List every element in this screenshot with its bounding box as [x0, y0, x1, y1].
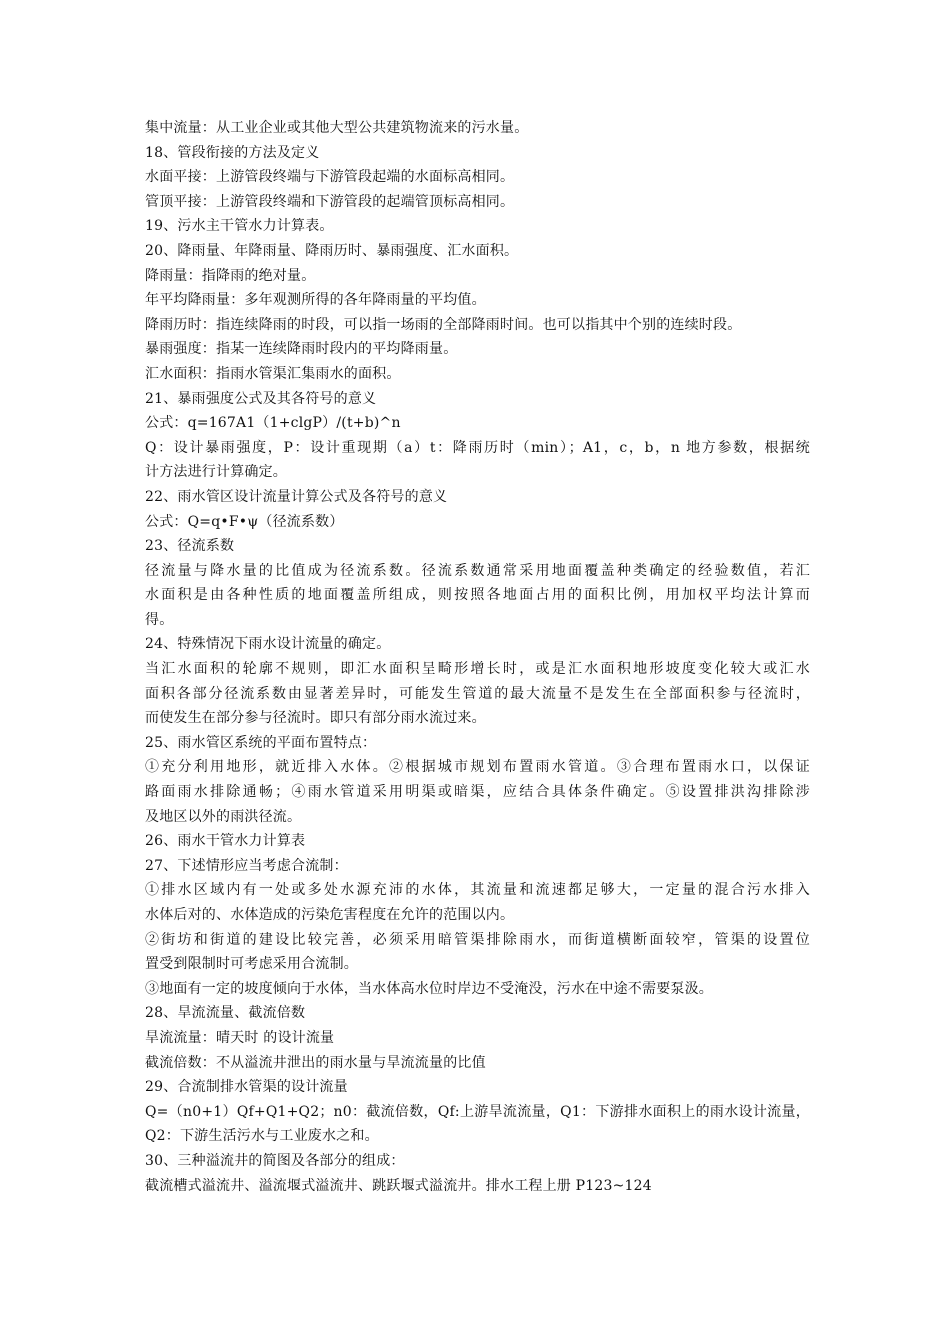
section-heading: 18、管段衔接的方法及定义 [145, 144, 320, 161]
text-line: 径流量与降水量的比值成为径流系数。径流系数通常采用地面覆盖种类确定的经验数值，若汇 [145, 562, 810, 579]
text-line: 水面积是由各种性质的地面覆盖所组成，则按照各地面占用的面积比例，用加权平均法计算而 [145, 587, 810, 604]
text-line: 置受到限制时可考虑采用合流制。 [145, 956, 358, 973]
section-heading: 25、雨水管区系统的平面布置特点： [145, 734, 377, 751]
text-line: 及地区以外的雨洪径流。 [145, 808, 302, 825]
text-line: 面积各部分径流系数由显著差异时，可能发生管道的最大流量不是发生在全部面积参与径流时， [145, 685, 810, 702]
section-heading: 28、旱流流量、截流倍数 [145, 1005, 306, 1022]
section-heading: 23、径流系数 [145, 538, 235, 555]
text-line: 汇水面积：指雨水管渠汇集雨水的面积。 [145, 365, 401, 382]
text-line: 当汇水面积的轮廓不规则，即汇水面积呈畸形增长时，或是汇水面积地形坡度变化较大或汇水 [145, 661, 810, 678]
text-line: ②街坊和街道的建设比较完善，必须采用暗管渠排除雨水，而街道横断面较窄，管渠的设置位 [145, 931, 810, 948]
text-line: 集中流量：从工业企业或其他大型公共建筑物流来的污水量。 [145, 120, 529, 136]
text-line: 路面雨水排除通畅；④雨水管道采用明渠或暗渠，应结合具体条件确定。⑤设置排洪沟排除涉 [145, 784, 810, 801]
section-heading: 29、合流制排水管渠的设计流量 [145, 1079, 348, 1096]
section-heading: 21、暴雨强度公式及其各符号的意义 [145, 390, 377, 407]
formula-line: Q=（n0+1）Qf+Q1+Q2；n0：截流倍数，Qf:上游旱流流量，Q1：下游排水面积上的雨水设计流量， [145, 1103, 810, 1120]
text-line: 暴雨强度：指某一连续降雨时段内的平均降雨量。 [145, 341, 458, 358]
text-line: 水面平接：上游管段终端与下游管段起端的水面标高相同。 [145, 169, 515, 186]
document-page [145, 116, 810, 1198]
text-line: 截流槽式溢流井、溢流堰式溢流井、跳跃堰式溢流井。排水工程上册 P123~124 [145, 1177, 652, 1194]
text-line: ③地面有一定的坡度倾向于水体，当水体高水位时岸边不受淹没，污水在中途不需要泵汲。 [145, 980, 713, 997]
text-line: Q2：下游生活污水与工业废水之和。 [145, 1128, 379, 1145]
section-heading: 19、污水主干管水力计算表。 [145, 218, 334, 235]
text-line: Q：设计暴雨强度，P：设计重现期（a）t：降雨历时（min）；A1，c，b，n 地方参数，根据统 [145, 439, 810, 456]
text-line: 降雨量：指降雨的绝对量。 [145, 267, 316, 284]
text-line: 管顶平接：上游管段终端和下游管段的起端管顶标高相同。 [145, 193, 515, 210]
text-line: ①充分利用地形，就近排入水体。②根据城市规划布置雨水管道。③合理布置雨水口，以保证 [145, 759, 810, 776]
section-heading: 24、特殊情况下雨水设计流量的确定。 [145, 636, 391, 653]
text-line: 得。 [145, 611, 174, 628]
section-heading: 30、三种溢流井的简图及各部分的组成： [145, 1152, 405, 1169]
formula-line: 公式：Q=q•F•ψ（径流系数） [145, 513, 344, 530]
text-line: ①排水区域内有一处或多处水源充沛的水体，其流量和流速都足够大，一定量的混合污水排入 [145, 882, 810, 899]
text-line: 而使发生在部分参与径流时。即只有部分雨水流过来。 [145, 710, 486, 727]
text-line: 旱流流量：晴天时 的设计流量 [145, 1029, 335, 1046]
text-line: 计方法进行计算确定。 [145, 464, 287, 481]
text-line: 截流倍数：不从溢流井泄出的雨水量与旱流流量的比值 [145, 1054, 486, 1071]
section-heading: 27、下述情形应当考虑合流制： [145, 857, 348, 874]
section-heading: 20、降雨量、年降雨量、降雨历时、暴雨强度、汇水面积。 [145, 242, 519, 259]
section-heading: 22、雨水管区设计流量计算公式及各符号的意义 [145, 488, 448, 505]
section-heading: 26、雨水干管水力计算表 [145, 833, 306, 850]
text-line: 降雨历时：指连续降雨的时段，可以指一场雨的全部降雨时间。也可以指其中个别的连续时段。 [145, 316, 742, 333]
text-line: 水体后对的、水体造成的污染危害程度在允许的范围以内。 [145, 907, 515, 923]
formula-line: 公式：q=167A1（1+clgP）/(t+b)^n [145, 415, 401, 432]
text-line: 年平均降雨量：多年观测所得的各年降雨量的平均值。 [145, 292, 486, 309]
